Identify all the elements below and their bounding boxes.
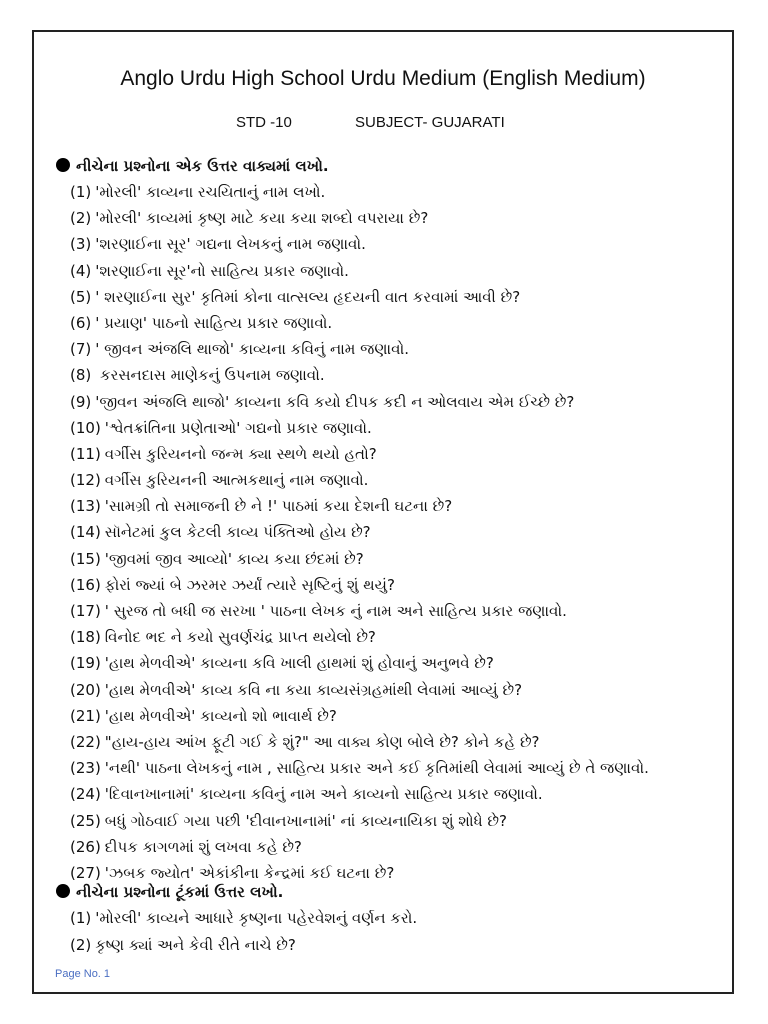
question-item (70, 729, 730, 755)
question-item (70, 834, 730, 860)
question-number: (19) (70, 654, 101, 673)
question-item (70, 467, 730, 493)
question-number: (16) (70, 575, 101, 594)
question-number: (27) (70, 863, 101, 882)
question-number: (18) (70, 628, 101, 647)
question-text: 'હાથ મેળવીએ' કાવ્ય કવિ ના કયા કાવ્યસંગ્રહમાંથી લેવામાં આવ્યું છે? (104, 680, 523, 699)
question-text: ' શરણાઈના સુર' કૃતિમાં કોના વાત્સલ્ય હૃદયની વાત કરવામાં આવી છે? (95, 287, 521, 306)
question-item (70, 336, 730, 362)
page-title: Anglo Urdu High School Urdu Medium (English Medium) (120, 67, 646, 90)
question-item (70, 808, 730, 834)
section-1-heading (56, 154, 726, 178)
question-text: 'નથી' પાઠના લેખકનું નામ , સાહિત્ય પ્રકાર અને કઈ કૃતિમાંથી લેવામાં આવ્યું છે તે જણાવો. (104, 759, 649, 778)
question-number: (2) (70, 935, 92, 954)
question-item (70, 284, 730, 310)
question-number: (14) (70, 523, 101, 542)
question-text: કરસનદાસ માણેકનું ઉપનામ જણાવો. (95, 366, 325, 385)
question-item (70, 572, 730, 598)
question-text: સૉનેટમાં કુલ કેટલી કાવ્ય પંક્તિઓ હોય છે? (104, 523, 371, 542)
question-text: ફોરાં જ્યાં બે ઝરમર ઝર્યાં ત્યારે સૃષ્ટિનું શું થયું? (104, 575, 395, 594)
section-2-heading (56, 880, 726, 904)
question-text: 'જીવમાં જીવ આવ્યો' કાવ્ય કયા છંદમાં છે? (104, 549, 364, 568)
question-text: 'જીવન અંજલિ થાજો' કાવ્યના કવિ કયો દીપક કદી ન ઓલવાય એમ ઈચ્છે છે? (95, 392, 575, 411)
question-text: "હાય-હાય આંખ ફૂટી ગઈ કે શું?" આ વાક્ય કોણ બોલે છે? કોને કહે છે? (104, 732, 540, 751)
question-text: 'મોરલી' કાવ્યમાં કૃષ્ણ માટે કયા કયા શબ્દો વપરાયા છે? (95, 209, 429, 228)
question-item (70, 781, 730, 807)
question-item (70, 755, 730, 781)
question-number: (13) (70, 497, 101, 516)
standard-label: STD -10 (236, 114, 292, 131)
question-number: (1) (70, 183, 92, 201)
question-number: (7) (70, 340, 92, 359)
question-number: (9) (70, 392, 92, 411)
question-text: 'મોરલી' કાવ્યને આધારે કૃષ્ણના પહેરવેશનું વર્ણન કરો. (95, 909, 418, 927)
question-text: ' જીવન અંજલિ થાજો' કાવ્યના કવિનું નામ જણાવો. (95, 340, 409, 359)
section-2-question-list (70, 905, 730, 958)
question-number: (12) (70, 471, 101, 490)
question-item (70, 441, 730, 467)
question-text: વર્ગીસ કુરિયનનો જન્મ ક્યા સ્થળે થયો હતો? (104, 444, 377, 463)
section-1-question-list (70, 179, 730, 886)
question-text: ' સુરજ તો બધી જ સરખા ' પાઠના લેખક નું નામ અને સાહિત્ય પ્રકાર જણાવો. (104, 602, 567, 620)
question-item (70, 546, 730, 572)
question-item (70, 598, 730, 624)
question-number: (3) (70, 235, 92, 254)
question-text: 'શરણાઈના સૂર'નો સાહિત્ય પ્રકાર જણાવો. (95, 261, 349, 280)
question-number: (6) (70, 313, 92, 332)
question-number: (15) (70, 549, 101, 568)
question-item (70, 703, 730, 729)
question-item (70, 179, 730, 205)
question-number: (8) (70, 366, 92, 385)
question-number: (5) (70, 287, 92, 306)
question-item (70, 389, 730, 415)
bullet-icon (56, 158, 70, 172)
question-text: ' પ્રયાણ' પાઠનો સાહિત્ય પ્રકાર જણાવો. (95, 313, 333, 332)
question-number: (23) (70, 759, 101, 778)
question-item (70, 624, 730, 650)
subject-label: SUBJECT- GUJARATI (355, 114, 505, 131)
question-item (70, 932, 730, 959)
question-text: કૃષ્ણ ક્યાં અને કેવી રીતે નાચે છે? (95, 935, 296, 954)
question-number: (22) (70, 732, 101, 751)
question-text: 'સામગ્રી તો સમાજની છે ને !' પાઠમાં કયા દેશની ઘટના છે? (104, 497, 453, 516)
question-number: (20) (70, 680, 101, 699)
question-number: (4) (70, 261, 92, 280)
question-number: (2) (70, 209, 92, 228)
question-number: (11) (70, 444, 101, 463)
question-item (70, 493, 730, 519)
question-item (70, 415, 730, 441)
question-item (70, 310, 730, 336)
question-text: બધું ગોઠવાઈ ગયા પછી 'દીવાનખાનામાં' નાં કાવ્યનાયિકા શું શોધે છે? (104, 811, 507, 830)
page-number: Page No. 1 (55, 968, 111, 980)
question-text: 'મોરલી' કાવ્યના રચયિતાનું નામ લખો. (95, 183, 326, 201)
question-number: (17) (70, 602, 101, 620)
question-number: (26) (70, 837, 101, 856)
question-text: વિનોદ ભદ ને કયો સુવર્ણચંદ્ર પ્રાપ્ત થયેલો છે? (104, 628, 376, 647)
question-text: 'શ્વેતક્રાંતિના પ્રણેતાઓ' ગદ્યનો પ્રકાર જણાવો. (104, 418, 372, 437)
question-text: 'ઝબક જ્યોત' એકાંકીના કેન્દ્રમાં કઈ ઘટના છે? (104, 863, 395, 882)
section-2-heading-text: નીચેના પ્રશ્નોના ટૂંકમાં ઉત્તર લખો. (76, 883, 284, 901)
question-item (70, 905, 730, 932)
bullet-icon (56, 884, 70, 898)
question-text: 'હાથ મેળવીએ' કાવ્યનો શો ભાવાર્થ છે? (104, 706, 337, 725)
question-item (70, 231, 730, 257)
section-1-heading-text: નીચેના પ્રશ્નોના એક ઉત્તર વાક્યમાં લખો. (76, 157, 329, 175)
question-number: (24) (70, 785, 101, 804)
question-number: (10) (70, 418, 101, 437)
question-number: (21) (70, 706, 101, 725)
question-number: (25) (70, 811, 101, 830)
question-item (70, 677, 730, 703)
question-text: 'હાથ મેળવીએ' કાવ્યના કવિ ખાલી હાથમાં શું હોવાનું અનુભવે છે? (104, 654, 494, 673)
question-number: (1) (70, 909, 92, 927)
question-text: વર્ગીસ કુરિયનની આત્મકથાનું નામ જણાવો. (104, 471, 369, 490)
question-item (70, 362, 730, 388)
question-text: 'દિવાનખાનામાં' કાવ્યના કવિનું નામ અને કાવ્યનો સાહિત્ય પ્રકાર જણાવો. (104, 785, 543, 804)
question-text: દીપક કાગળમાં શું લખવા કહે છે? (104, 837, 302, 856)
page-frame (32, 30, 734, 994)
question-item (70, 258, 730, 284)
question-item (70, 519, 730, 545)
question-item (70, 650, 730, 676)
question-item (70, 205, 730, 231)
subtitle-row (34, 112, 732, 134)
question-text: 'શરણાઈના સૂર' ગદ્યના લેખકનું નામ જણાવો. (95, 235, 366, 254)
